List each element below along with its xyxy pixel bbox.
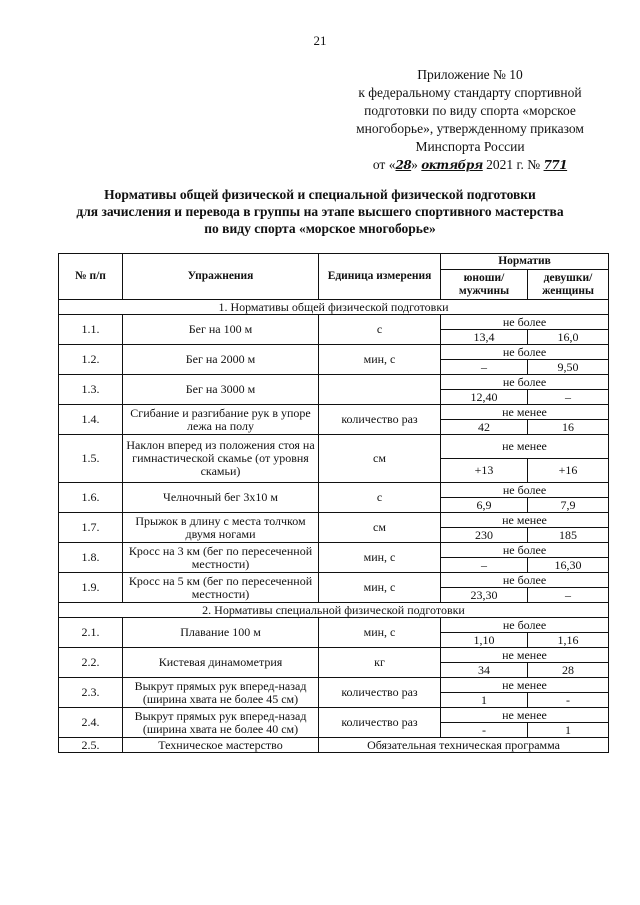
row-value-girls: 28 — [528, 663, 609, 678]
row-num: 1.7. — [59, 513, 123, 543]
row-exercise: Челночный бег 3х10 м — [123, 483, 319, 513]
title-line: для зачисления и перевода в группы на этапе высшего спортивного мастерства — [76, 204, 564, 219]
row-num: 2.3. — [59, 678, 123, 708]
row-condition: не менее — [441, 435, 609, 459]
header-girls: девушки/ женщины — [528, 270, 609, 300]
row-exercise: Плавание 100 м — [123, 618, 319, 648]
row-technical-program: Обязательная техническая программа — [319, 738, 609, 753]
row-unit — [319, 375, 441, 405]
row-value-boys: 1,10 — [441, 633, 528, 648]
row-exercise: Выкрут прямых рук вперед-назад (ширина хвата не более 45 см) — [123, 678, 319, 708]
row-unit: кг — [319, 648, 441, 678]
row-value-boys: – — [441, 558, 528, 573]
document-title — [20, 186, 620, 237]
section-title: 1. Нормативы общей физической подготовки — [59, 300, 609, 315]
row-condition: не более — [441, 543, 609, 558]
row-num: 2.4. — [59, 708, 123, 738]
order-number-handwritten: 771 — [543, 158, 568, 172]
row-value-girls: 16,0 — [528, 330, 609, 345]
row-value-boys: 1 — [441, 693, 528, 708]
row-condition: не более — [441, 375, 609, 390]
row-value-boys: – — [441, 360, 528, 375]
appendix-line: к федеральному стандарту спортивной — [358, 85, 582, 100]
appendix-line: многоборье», утвержденному приказом — [356, 121, 584, 136]
row-exercise: Бег на 100 м — [123, 315, 319, 345]
row-num: 2.2. — [59, 648, 123, 678]
row-condition: не менее — [441, 405, 609, 420]
row-value-girls: 1 — [528, 723, 609, 738]
row-value-boys: 6,9 — [441, 498, 528, 513]
row-value-girls: 9,50 — [528, 360, 609, 375]
row-exercise: Наклон вперед из положения стоя на гимнастической скамье (от уровня скамьи) — [123, 435, 319, 483]
row-exercise: Кросс на 5 км (бег по пересеченной местности) — [123, 573, 319, 603]
row-value-boys: 230 — [441, 528, 528, 543]
title-line: Нормативы общей физической и специальной физической подготовки — [104, 187, 536, 202]
header-num: № п/п — [59, 254, 123, 300]
date-year: 2021 г. № — [486, 157, 541, 172]
row-value-boys: 13,4 — [441, 330, 528, 345]
row-value-girls: - — [528, 693, 609, 708]
row-exercise: Кросс на 3 км (бег по пересеченной местности) — [123, 543, 319, 573]
row-value-girls: 16,30 — [528, 558, 609, 573]
row-num: 1.4. — [59, 405, 123, 435]
title-line: по виду спорта «морское многоборье» — [204, 221, 436, 236]
row-condition: не более — [441, 573, 609, 588]
appendix-line: подготовки по виду спорта «морское — [364, 103, 576, 118]
appendix-header — [320, 66, 620, 174]
row-value-girls: – — [528, 390, 609, 405]
date-day-handwritten: 28 — [395, 158, 412, 172]
row-unit: с — [319, 483, 441, 513]
row-unit: мин, с — [319, 345, 441, 375]
row-unit: количество раз — [319, 405, 441, 435]
row-value-girls: 185 — [528, 528, 609, 543]
row-condition: не менее — [441, 678, 609, 693]
header-unit: Единица измерения — [319, 254, 441, 300]
row-unit: см — [319, 513, 441, 543]
row-exercise: Выкрут прямых рук вперед-назад (ширина хвата не более 40 см) — [123, 708, 319, 738]
row-unit: мин, с — [319, 618, 441, 648]
row-exercise: Техническое мастерство — [123, 738, 319, 753]
row-value-girls: +16 — [528, 459, 609, 483]
header-norm: Норматив — [441, 254, 609, 270]
row-exercise: Бег на 3000 м — [123, 375, 319, 405]
row-exercise: Сгибание и разгибание рук в упоре лежа на полу — [123, 405, 319, 435]
row-exercise: Бег на 2000 м — [123, 345, 319, 375]
row-condition: не более — [441, 315, 609, 330]
row-condition: не более — [441, 618, 609, 633]
row-value-girls: 1,16 — [528, 633, 609, 648]
header-exercise: Упражнения — [123, 254, 319, 300]
page-number: 21 — [313, 33, 327, 48]
section-title: 2. Нормативы специальной физической подготовки — [59, 603, 609, 618]
row-num: 1.6. — [59, 483, 123, 513]
row-num: 1.1. — [59, 315, 123, 345]
row-num: 1.2. — [59, 345, 123, 375]
header-boys: юноши/ мужчины — [441, 270, 528, 300]
date-month-handwritten: октября — [421, 158, 483, 172]
norms-table — [58, 253, 609, 753]
row-num: 1.3. — [59, 375, 123, 405]
appendix-date-line — [320, 156, 620, 174]
row-num: 2.1. — [59, 618, 123, 648]
row-unit: количество раз — [319, 678, 441, 708]
row-value-boys: - — [441, 723, 528, 738]
row-condition: не более — [441, 345, 609, 360]
row-exercise: Прыжок в длину с места толчком двумя ногами — [123, 513, 319, 543]
appendix-line: Минспорта России — [415, 139, 525, 154]
row-value-boys: 34 — [441, 663, 528, 678]
appendix-line: Приложение № 10 — [417, 67, 523, 82]
date-mid: » — [411, 157, 418, 172]
row-num: 1.5. — [59, 435, 123, 483]
row-num: 1.9. — [59, 573, 123, 603]
row-condition: не менее — [441, 513, 609, 528]
row-value-boys: 12,40 — [441, 390, 528, 405]
row-condition: не менее — [441, 708, 609, 723]
row-num: 2.5. — [59, 738, 123, 753]
row-unit: с — [319, 315, 441, 345]
date-prefix: от « — [372, 157, 396, 172]
row-num: 1.8. — [59, 543, 123, 573]
row-condition: не менее — [441, 648, 609, 663]
row-unit: см — [319, 435, 441, 483]
row-value-boys: 23,30 — [441, 588, 528, 603]
row-value-boys: +13 — [441, 459, 528, 483]
row-unit: количество раз — [319, 708, 441, 738]
row-unit: мин, с — [319, 573, 441, 603]
row-condition: не более — [441, 483, 609, 498]
row-value-girls: 16 — [528, 420, 609, 435]
row-value-boys: 42 — [441, 420, 528, 435]
row-value-girls: – — [528, 588, 609, 603]
row-exercise: Кистевая динамометрия — [123, 648, 319, 678]
row-unit: мин, с — [319, 543, 441, 573]
row-value-girls: 7,9 — [528, 498, 609, 513]
